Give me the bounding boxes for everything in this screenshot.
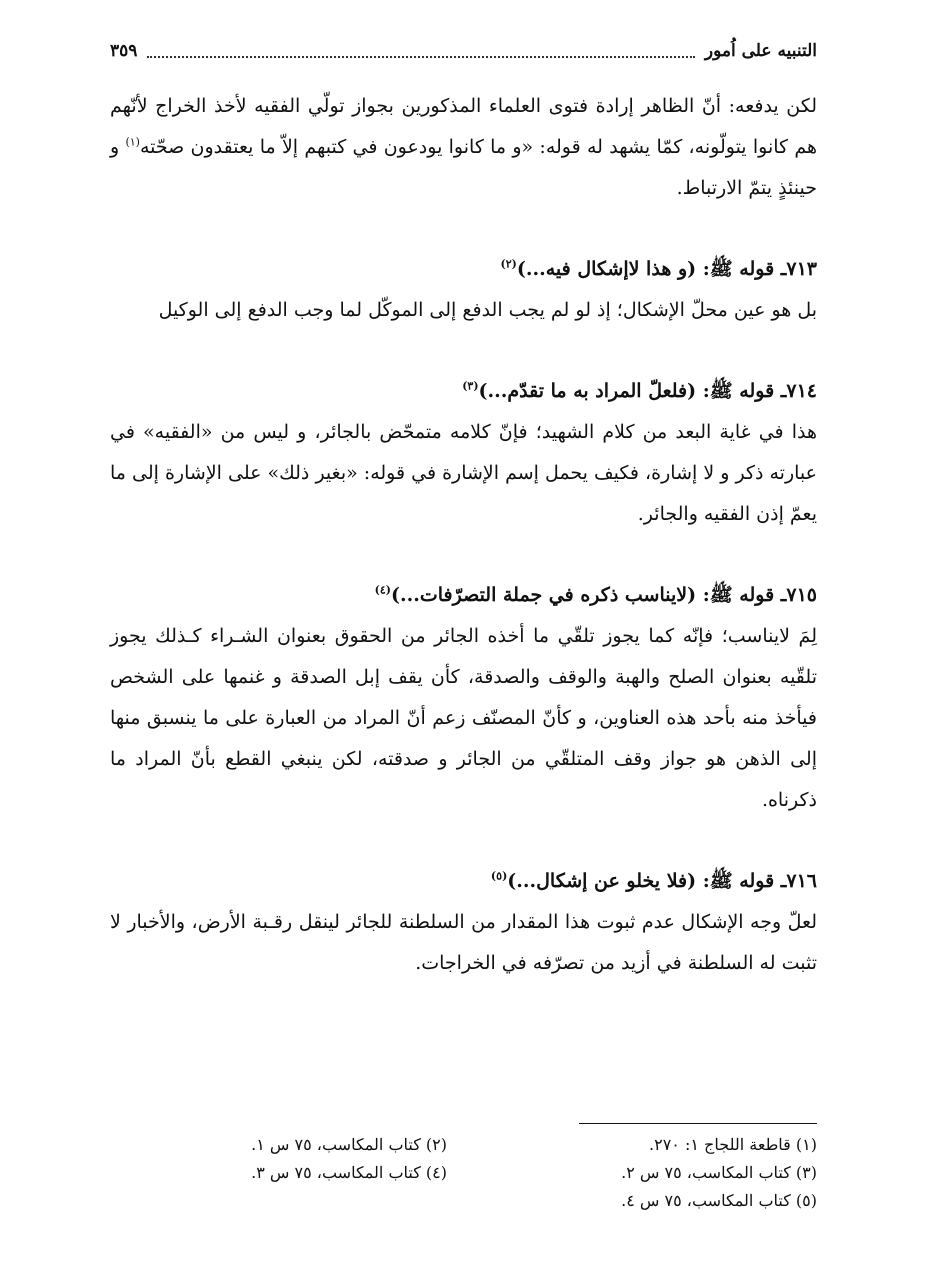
section-714 xyxy=(110,371,817,535)
section-heading-text: ٧١٣ـ قوله ﷺ: (و هذا لاإشكال فيه...) xyxy=(516,258,817,280)
body-text xyxy=(110,86,817,984)
footnote-ref-5: (٥) xyxy=(490,869,508,883)
intro-paragraph xyxy=(110,86,817,209)
running-header xyxy=(110,38,817,64)
footnote-separator xyxy=(579,1123,817,1124)
section-heading-text: ٧١٥ـ قوله ﷺ: (لايناسب ذكره في جملة التصرّفات...) xyxy=(391,584,817,606)
footnote-ref-2: (٢) xyxy=(500,257,517,271)
section-713 xyxy=(110,249,817,331)
section-716 xyxy=(110,861,817,984)
footnote-ref-3: (٣) xyxy=(462,379,479,393)
section-body: لِمَ لايناسب؛ فإنّه كما يجوز تلقّي ما أخذه الجائر من الحقوق بعنوان الشـراء كـذلك يجوز تلقّيه بعنوان الصلح والهبة والوقف والصدقة، كأن يقف إبل الصدقة و غنمها على الشخص فيأخذ منه بأحد هذه العناوين، و كأنّ المصنّف زعم أنّ المراد من العبارة على ما ينسبق منها إلى الذهن هو جواز وقف المتلقّي من الجائر و صدقته، لكن ينبغي القطع بأنّ المراد ما ذكرناه. xyxy=(110,625,817,811)
header-title: التنبيه على اُمور xyxy=(704,41,817,61)
intro-text: لكن يدفعه: أنّ الظاهر إرادة فتوى العلماء المذكورين بجواز تولّي الفقيه لأخذ الخراج لأنّهم هم كانوا يتولّونه، كمّا يشهد له قوله: «و ما كانوا يودعون في كتبهم إلاّ ما يعتقدون صحّته xyxy=(110,95,818,158)
footnote-5: (٥) كتاب المكاسب، ٧٥ س ٤. xyxy=(621,1191,817,1210)
section-heading xyxy=(110,575,817,616)
section-body: بل هو عين محلّ الإشكال؛ إذ لو لم يجب الدفع إلى الموكّل لما وجب الدفع إلى الوكيل xyxy=(158,299,817,321)
section-heading xyxy=(110,371,817,412)
page-number: ٣٥٩ xyxy=(110,41,138,61)
footnotes xyxy=(110,1132,817,1213)
intro-text-after: و حينئذٍ يتمّ الارتباط. xyxy=(110,136,817,199)
footnote-4: (٤) كتاب المكاسب، ٧٥ س ٣. xyxy=(251,1163,447,1182)
section-heading-text: ٧١٤ـ قوله ﷺ: (فلعلّ المراد به ما تقدّم...) xyxy=(478,380,817,402)
section-heading xyxy=(110,249,817,290)
footnote-3: (٣) كتاب المكاسب، ٧٥ س ٢. xyxy=(621,1163,817,1182)
footnote-1: (١) قاطعة اللجاج ١: ٢٧٠. xyxy=(649,1135,817,1154)
footnote-2: (٢) كتاب المكاسب، ٧٥ س ١. xyxy=(251,1135,447,1154)
section-715 xyxy=(110,575,817,821)
section-heading-text: ٧١٦ـ قوله ﷺ: (فلا يخلو عن إشكال...) xyxy=(507,870,817,892)
section-body: هذا في غاية البعد من كلام الشهيد؛ فإنّ كلامه متمحّض بالجائر، و ليس من «الفقيه» في عبارته ذكر و لا إشارة، فكيف يحمل إسم الإشارة في قوله: «بغير ذلك» على الإشارة إلى ما يعمّ إذن الفقيه والجائر. xyxy=(110,421,817,525)
section-heading xyxy=(110,861,817,902)
header-dot-leader xyxy=(147,44,694,58)
footnote-ref-1: (١) xyxy=(125,135,140,149)
footnote-ref-4: (٤) xyxy=(374,583,392,597)
section-body: لعلّ وجه الإشكال عدم ثبوت هذا المقدار من السلطنة للجائر لينقل رقـبة الأرض، والأخبار لا تثبت له السلطنة في أزيد من تصرّفه في الخراجات. xyxy=(110,911,817,974)
